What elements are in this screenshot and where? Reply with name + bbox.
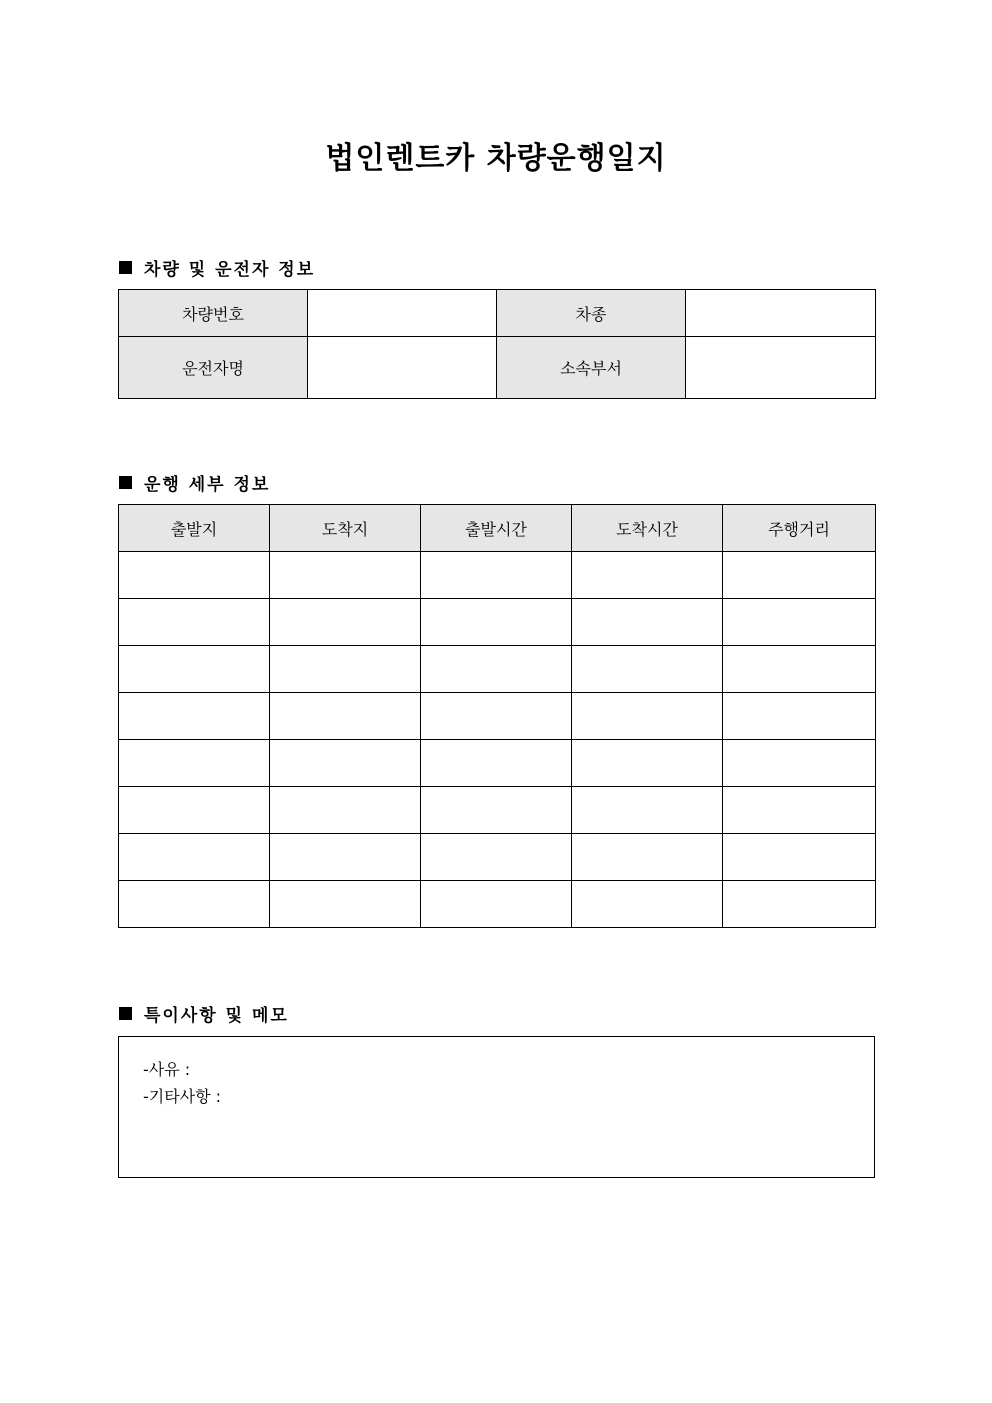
section-heading-vehicle-info: [119, 255, 315, 280]
table-cell[interactable]: [723, 599, 876, 646]
table-cell[interactable]: [270, 693, 421, 740]
table-cell[interactable]: [421, 599, 572, 646]
department-field[interactable]: [686, 337, 876, 399]
table-cell[interactable]: [119, 599, 270, 646]
table-row: [119, 646, 876, 693]
column-header-departure: 출발지: [119, 505, 270, 552]
table-cell[interactable]: [421, 552, 572, 599]
section-heading-text: 운행 세부 정보: [144, 475, 271, 495]
section-heading-memo: [119, 1001, 289, 1026]
square-bullet-icon: [119, 476, 132, 489]
section-heading-text: 차량 및 운전자 정보: [144, 260, 316, 280]
driver-name-field[interactable]: [308, 337, 497, 399]
vehicle-type-label: 차종: [497, 290, 686, 337]
table-cell[interactable]: [421, 834, 572, 881]
table-cell[interactable]: [421, 646, 572, 693]
table-cell[interactable]: [270, 881, 421, 928]
table-cell[interactable]: [572, 787, 723, 834]
table-cell[interactable]: [723, 552, 876, 599]
table-cell[interactable]: [723, 740, 876, 787]
table-row: [119, 693, 876, 740]
table-row: [119, 599, 876, 646]
memo-other-label: -기타사항 :: [143, 1087, 222, 1106]
table-cell[interactable]: [421, 787, 572, 834]
table-cell[interactable]: [119, 646, 270, 693]
vehicle-type-field[interactable]: [686, 290, 876, 337]
table-cell[interactable]: [270, 552, 421, 599]
vehicle-number-label: 차량번호: [119, 290, 308, 337]
table-row: [119, 881, 876, 928]
table-row: [119, 552, 876, 599]
table-cell[interactable]: [572, 552, 723, 599]
column-header-distance: 주행거리: [723, 505, 876, 552]
column-header-destination: 도착지: [270, 505, 421, 552]
table-cell[interactable]: [723, 881, 876, 928]
vehicle-number-field[interactable]: [308, 290, 497, 337]
table-cell[interactable]: [119, 740, 270, 787]
table-cell[interactable]: [119, 693, 270, 740]
section-heading-trip-details: [119, 470, 270, 495]
table-cell[interactable]: [421, 881, 572, 928]
table-cell[interactable]: [421, 693, 572, 740]
table-cell[interactable]: [572, 881, 723, 928]
table-cell[interactable]: [270, 787, 421, 834]
driver-name-label: 운전자명: [119, 337, 308, 399]
table-row: [119, 787, 876, 834]
memo-reason-label: -사유 :: [143, 1060, 191, 1079]
table-cell[interactable]: [270, 599, 421, 646]
trip-details-table: [118, 504, 876, 928]
table-cell[interactable]: [572, 834, 723, 881]
table-row: [119, 740, 876, 787]
square-bullet-icon: [119, 1007, 132, 1020]
table-cell[interactable]: [723, 787, 876, 834]
column-header-departure-time: 출발시간: [421, 505, 572, 552]
square-bullet-icon: [119, 261, 132, 274]
table-cell[interactable]: [270, 834, 421, 881]
table-cell[interactable]: [572, 740, 723, 787]
table-cell[interactable]: [421, 740, 572, 787]
table-cell[interactable]: [572, 646, 723, 693]
table-cell[interactable]: [572, 599, 723, 646]
table-cell[interactable]: [723, 693, 876, 740]
document-title: 법인렌트카 차량운행일지: [325, 141, 667, 176]
column-header-arrival-time: 도착시간: [572, 505, 723, 552]
department-label: 소속부서: [497, 337, 686, 399]
vehicle-info-table: [118, 289, 876, 399]
table-cell[interactable]: [270, 740, 421, 787]
table-row: [119, 834, 876, 881]
memo-box[interactable]: [118, 1036, 875, 1178]
table-cell[interactable]: [119, 552, 270, 599]
table-cell[interactable]: [723, 646, 876, 693]
table-header-row: [119, 505, 876, 552]
section-heading-text: 특이사항 및 메모: [144, 1006, 289, 1026]
table-cell[interactable]: [270, 646, 421, 693]
table-cell[interactable]: [119, 834, 270, 881]
table-cell[interactable]: [572, 693, 723, 740]
table-cell[interactable]: [119, 881, 270, 928]
table-cell[interactable]: [723, 834, 876, 881]
table-cell[interactable]: [119, 787, 270, 834]
